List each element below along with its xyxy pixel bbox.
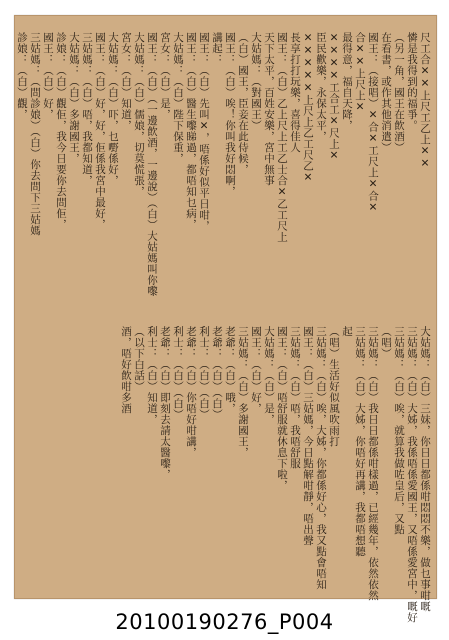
text-column: （白）國王，臣妾在此侍候， [237, 32, 249, 175]
text-column: 尺工合✕✕上尺工乙上✕✕ [419, 32, 431, 170]
text-column: 講起： [211, 32, 223, 65]
text-column: 老爺：（白）你唔好咁講， [185, 326, 197, 458]
text-column: 國王：（白）唉！你叫我好悶啊， [224, 32, 236, 197]
text-column: 國王：（白）乙上尺上工乙士合✕乙工尺上 [276, 32, 288, 243]
text-column: （唱） [380, 326, 392, 359]
text-column: 國王：（白）三姑媽，今日點解咁靜，唔出聲 [302, 326, 314, 546]
text-column: （以下白話） [133, 326, 145, 392]
text-column: 國王：（白）唔舒服就休息下啦， [276, 326, 288, 491]
text-column: 診娘：（白）觀佢，我今日要你去問佢， [55, 32, 67, 230]
text-column: 起 [341, 326, 353, 337]
text-column: 國王：（白）好，好，佢係我宮中最好， [94, 32, 106, 230]
text-column: 國王：（白）好， [250, 326, 262, 414]
text-column: 在看書，或作其他消遣） [380, 32, 392, 153]
text-column: 國王：（白）醫生嚟睇過，都唔知乜病， [185, 32, 197, 230]
text-column: 大姑媽：（白）陛下保重， [172, 32, 184, 164]
text-column: 三姑媽：（白）大姊，你唔好再講，我都唔想聽 [354, 326, 366, 557]
text-column: 國王：（接唱）✕合✕工尺上✕合✕ [367, 32, 379, 214]
text-column: 最得意，福自天降， [341, 32, 353, 131]
text-column: 三姑媽：（白）多謝國王， [237, 326, 249, 458]
text-column: 三姑媽：（白）唔，我唔舒服 [289, 326, 301, 469]
text-column: 三姑媽：（白）唉，就算我做咗皇后，又點 [393, 326, 405, 535]
text-column: ✕✕✕✕✕上尺上乙工尺乙✕ [302, 32, 314, 184]
text-column: 長享打打玩樂，喜得佳人 [289, 32, 301, 153]
text-column: 利士：（白）（白） [172, 326, 184, 420]
text-column: 大姑媽：（白）多謝國王， [68, 32, 80, 164]
text-column: 酒，唔好飲咁多酒 [120, 326, 132, 414]
text-column: （唱）生活好似風吹雨打 [328, 326, 340, 447]
text-column: 憐是我得到的福爭。 [406, 32, 418, 131]
text-column: 三姑媽：（白）唔，我都知道， [81, 32, 93, 186]
text-column: 大姑媽：（對國王） [250, 32, 262, 131]
text-column: 三姑媽：（白）我日日都係咁樣過，已經幾年，依然依然 [367, 326, 379, 601]
text-column: 大姑媽：（白）儒娘，切莫慌張， [133, 32, 145, 197]
upper-text-block [16, 32, 431, 350]
text-column: 老爺：（白）即刻去請太醫嚟， [159, 326, 171, 480]
text-column: 診娘：（白）觀， [16, 32, 28, 120]
text-column: 宮女：（白）知道， [120, 32, 132, 131]
text-column: 利士：（白）（白） [198, 326, 210, 420]
text-column: 三姑媽：（白）大姊，我係唔係愛國王，又唔係愛宮中，嘅好 [406, 326, 418, 623]
text-column: 國王：（白）先叫✕，唔係好似平日咁， [198, 32, 210, 232]
text-column: 大姑媽：（白）三妹，你日日都係咁悶悶不樂，做乜事咁嘅 [419, 326, 431, 612]
text-column: 宮女：（白）是， [159, 32, 171, 120]
text-column: 老爺：（白）（白） [211, 326, 223, 420]
text-column: 大姑媽：（白）是， [263, 326, 275, 425]
text-column: 合✕✕上尺上✕ [354, 32, 366, 114]
text-column: 國王：（白）好， [42, 32, 54, 120]
text-column: 老爺：（白）哦， [224, 326, 236, 414]
text-column: 臣民歡樂，永保太平， [315, 32, 327, 142]
text-column: 國王：（白）（一邊飲酒，一邊說）（白）大姑媽叫你嚟 [146, 32, 158, 297]
text-column: 天下太平，百姓安樂，宮中無事 [263, 32, 275, 186]
archive-caption: 20100190276_P004 [115, 610, 334, 634]
text-column: 大姑媽：（白）吓，乜嘢係好， [107, 32, 119, 186]
text-column: 三姑媽：（白）唉，大姊，你都係好心，我又點會唔知 [315, 326, 327, 590]
text-column: 利士：（白）知道， [146, 326, 158, 425]
text-column: （另一角，國王在飲酒） [393, 32, 405, 153]
text-column: 三姑媽：（問診娘）（白）你去問下三姑媽 [29, 32, 41, 236]
text-column: ✕✕✕✕工合工✕尺上✕ [328, 32, 340, 162]
